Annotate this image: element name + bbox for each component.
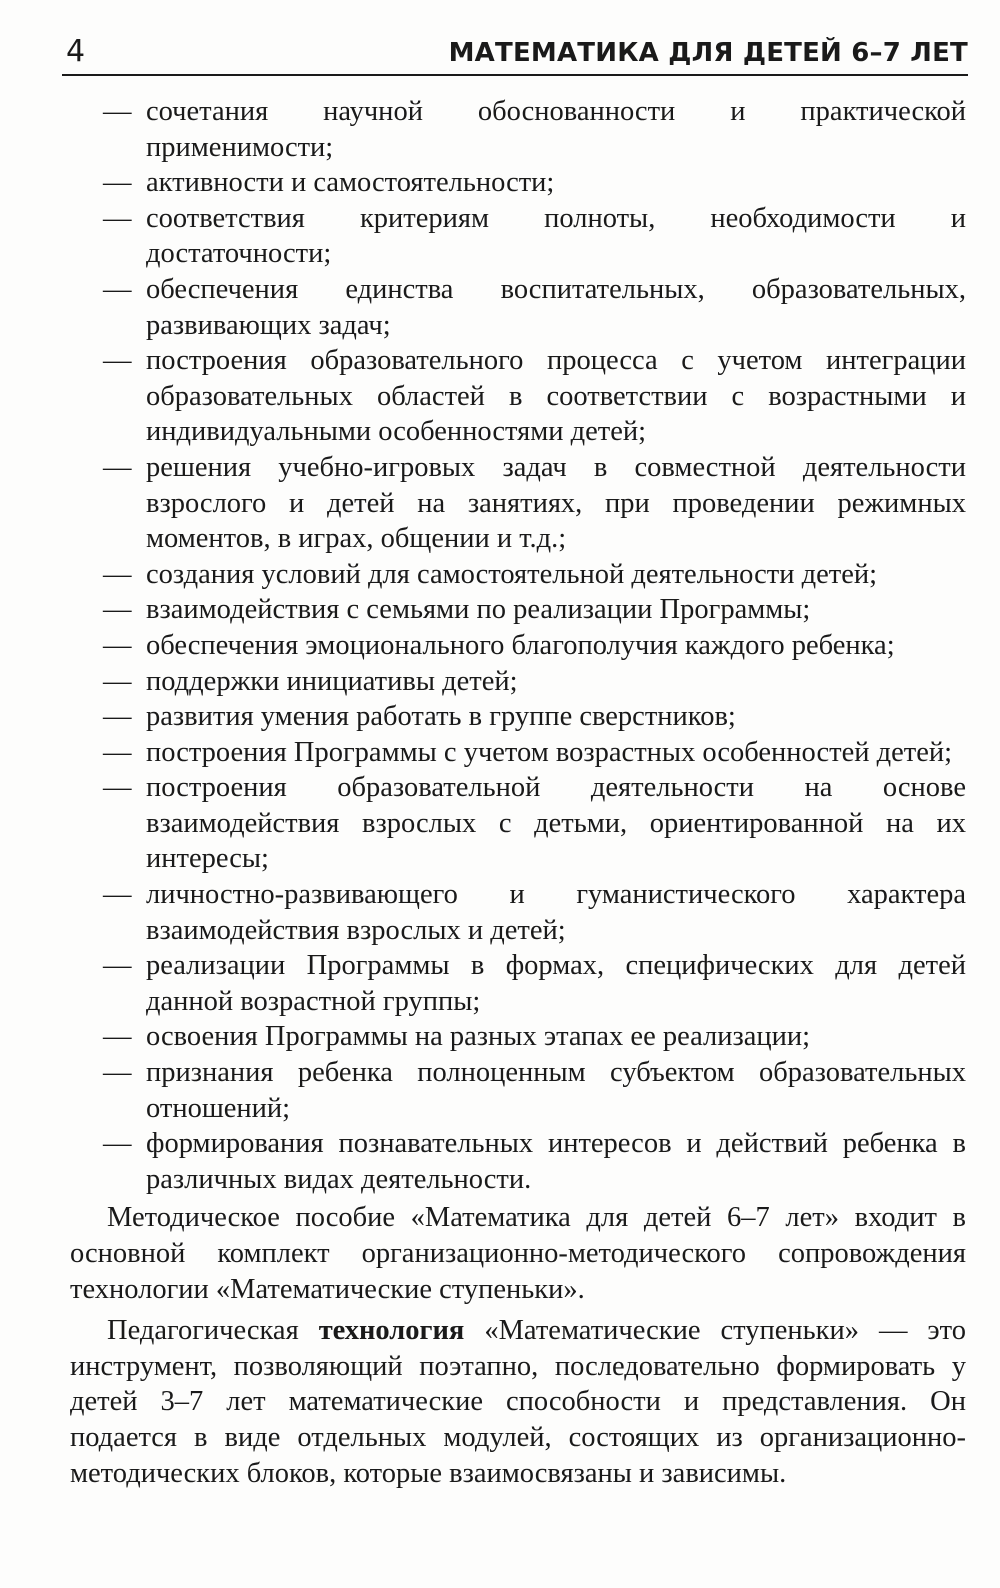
dash-marker: — (103, 736, 132, 768)
list-item-text: реализации Программы в формах, специфических для детей данной возрастной группы; (146, 950, 966, 1017)
list-item-text: обеспечения эмоционального благополучия каждого ребенка; (146, 629, 895, 661)
paragraph-lead: Педагогическая (107, 1315, 319, 1347)
page-header (62, 28, 968, 76)
list-item-text: освоения Программы на разных этапах ее реализации; (146, 1021, 811, 1053)
list-item-text: активности и самостоятельности; (146, 167, 555, 199)
dash-marker: — (103, 273, 132, 305)
dash-marker: — (103, 345, 132, 377)
dash-marker: — (103, 96, 132, 127)
list-item (70, 450, 966, 557)
list-item (70, 94, 966, 165)
list-item (70, 272, 966, 343)
list-item-text: личностно-развивающего и гуманистического характера взаимодействия взрослых и детей; (146, 879, 966, 946)
dash-marker: — (103, 1128, 132, 1160)
list-item (70, 201, 966, 272)
list-item (70, 1019, 966, 1055)
dash-marker: — (103, 772, 132, 804)
dash-marker: — (103, 665, 132, 697)
list-item (70, 948, 966, 1019)
list-item-text: взаимодействия с семьями по реализации Программы; (146, 594, 811, 626)
paragraph-methodical-manual: Методическое пособие «Математика для детей 6–7 лет» входит в основной комплект организационно-методического сопровождения технологии «Математические ступеньки». (70, 1202, 966, 1305)
list-item (70, 628, 966, 664)
list-item-text: сочетания научной обоснованности и практической применимости; (146, 96, 966, 163)
list-item (70, 877, 966, 948)
list-item-text: решения учебно-игровых задач в совместной деятельности взрослого и детей на занятиях, при проведении режимных моментов, в играх, общении и т.д.; (146, 451, 966, 555)
list-item-text: соответствия критериям полноты, необходимости и достаточности; (146, 202, 966, 270)
dash-marker: — (103, 451, 132, 483)
list-item (70, 557, 966, 593)
list-item (70, 1126, 966, 1197)
dash-marker: — (103, 594, 132, 626)
list-item-text: признания ребенка полноценным субъектом образовательных отношений; (146, 1057, 966, 1124)
list-item-text: поддержки инициативы детей; (146, 665, 518, 697)
dash-marker: — (103, 558, 132, 590)
paragraph-technology (70, 1313, 966, 1491)
paragraph-rest: «Математические ступеньки» — это инструмент, позволяющий поэтапно, последовательно формировать у детей 3–7 лет математические способности и представления. Он подается в виде отдельных модулей, состоящих из организационно-методических блоков, которые взаимосвязаны и зависимы. (70, 1315, 966, 1489)
dash-marker: — (103, 1021, 132, 1053)
list-item-text: построения образовательного процесса с учетом интеграции образовательных областей в соответствии с возрастными и индивидуальными особенностями детей; (146, 345, 966, 448)
list-item (70, 770, 966, 877)
dash-marker: — (103, 950, 132, 982)
list-item (70, 343, 966, 450)
bold-term: технология (318, 1315, 465, 1347)
dash-marker: — (103, 167, 132, 199)
list-item (70, 592, 966, 628)
running-title: МАТЕМАТИКА ДЛЯ ДЕТЕЙ 6–7 ЛЕТ (448, 38, 968, 68)
dash-marker: — (103, 629, 132, 661)
list-item (70, 165, 966, 201)
list-item-text: построения Программы с учетом возрастных особенностей детей; (146, 736, 953, 768)
page-body (70, 94, 966, 1491)
page-number: 4 (66, 34, 86, 69)
dash-marker: — (103, 1057, 132, 1089)
dash-marker: — (103, 202, 132, 234)
dash-marker: — (103, 701, 132, 733)
list-item (70, 735, 966, 771)
list-item-text: обеспечения единства воспитательных, образовательных, развивающих задач; (146, 273, 966, 341)
list-item-text: формирования познавательных интересов и действий ребенка в различных видах деятельности. (146, 1128, 966, 1195)
dash-marker: — (103, 879, 132, 911)
list-item-text: развития умения работать в группе сверстников; (146, 701, 736, 733)
list-item-text: построения образовательной деятельности на основе взаимодействия взрослых с детьми, ориентированной на их интересы; (146, 772, 966, 875)
list-item-text: создания условий для самостоятельной деятельности детей; (146, 558, 878, 590)
list-item (70, 664, 966, 700)
list-item (70, 1055, 966, 1126)
list-item (70, 699, 966, 735)
principles-list (70, 94, 966, 1197)
